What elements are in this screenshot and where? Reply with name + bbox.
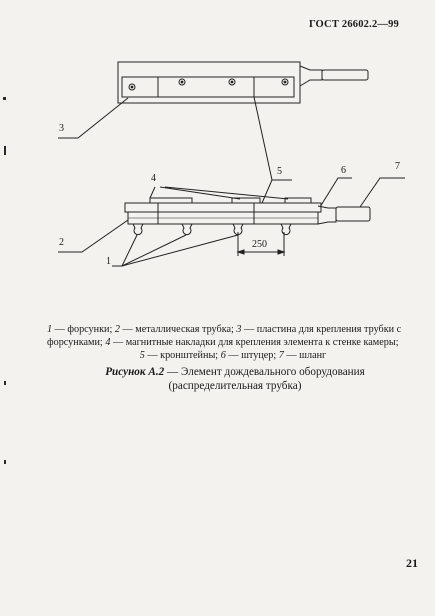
figure-caption — [70, 365, 400, 393]
leader-3 — [58, 98, 128, 138]
side-hose — [336, 207, 370, 221]
scan-mark — [4, 460, 6, 464]
caption-subtitle: (распределительная трубка) — [168, 380, 302, 392]
legend-text: — пластина для крепления трубки с — [241, 324, 402, 335]
leader-2 — [58, 220, 128, 252]
figure-legend — [47, 323, 419, 362]
scan-mark — [3, 97, 6, 100]
callout-4: 4 — [151, 173, 156, 184]
legend-line — [47, 323, 419, 336]
legend-text: форсунками; — [47, 337, 106, 348]
callout-6: 6 — [341, 165, 346, 176]
nozzle — [182, 224, 192, 235]
legend-number: 3 — [236, 324, 242, 335]
page-number: 21 — [406, 556, 418, 570]
caption-text: — Элемент дождевального оборудования — [164, 366, 365, 378]
legend-text: — магнитные накладки для крепления элемента к стенке камеры; — [110, 337, 399, 348]
side-plate — [125, 203, 321, 212]
legend-number: 7 — [278, 350, 284, 361]
legend-number: 1 — [47, 324, 53, 335]
callout-5: 5 — [277, 166, 282, 177]
magnetic-pad — [285, 198, 311, 203]
standard-header: ГОСТ 26602.2—99 — [308, 19, 399, 30]
legend-number: 4 — [105, 337, 111, 348]
callout-2: 2 — [59, 237, 64, 248]
legend-text: — штуцер; — [225, 350, 279, 361]
leader-6 — [320, 178, 352, 207]
legend-line — [47, 336, 419, 349]
callout-3: 3 — [59, 123, 64, 134]
leader-5b — [262, 180, 272, 203]
legend-text: — шланг — [283, 350, 327, 361]
legend-text: — металлическая трубка; — [119, 324, 237, 335]
leader-4a — [150, 187, 155, 198]
top-fitting — [300, 66, 322, 86]
legend-text: — форсунки; — [52, 324, 115, 335]
legend-number: 5 — [139, 350, 145, 361]
scan-mark — [4, 146, 6, 155]
legend-number: 2 — [114, 324, 120, 335]
legend-line — [47, 349, 419, 362]
top-plate-inner — [122, 77, 294, 97]
nozzle — [281, 224, 291, 235]
legend-text: — кронштейны; — [144, 350, 221, 361]
dimension-label: 250 — [252, 239, 267, 250]
callout-7: 7 — [395, 161, 400, 172]
leader-5a — [254, 97, 272, 180]
top-hose — [322, 70, 368, 80]
scan-mark — [4, 381, 6, 385]
nozzle — [133, 224, 143, 235]
caption-label: Рисунок А.2 — [105, 366, 165, 378]
leader-1 — [112, 235, 137, 266]
leader-7 — [360, 178, 405, 207]
callout-1: 1 — [106, 256, 111, 267]
magnetic-pad — [150, 198, 192, 203]
legend-number: 6 — [220, 350, 226, 361]
